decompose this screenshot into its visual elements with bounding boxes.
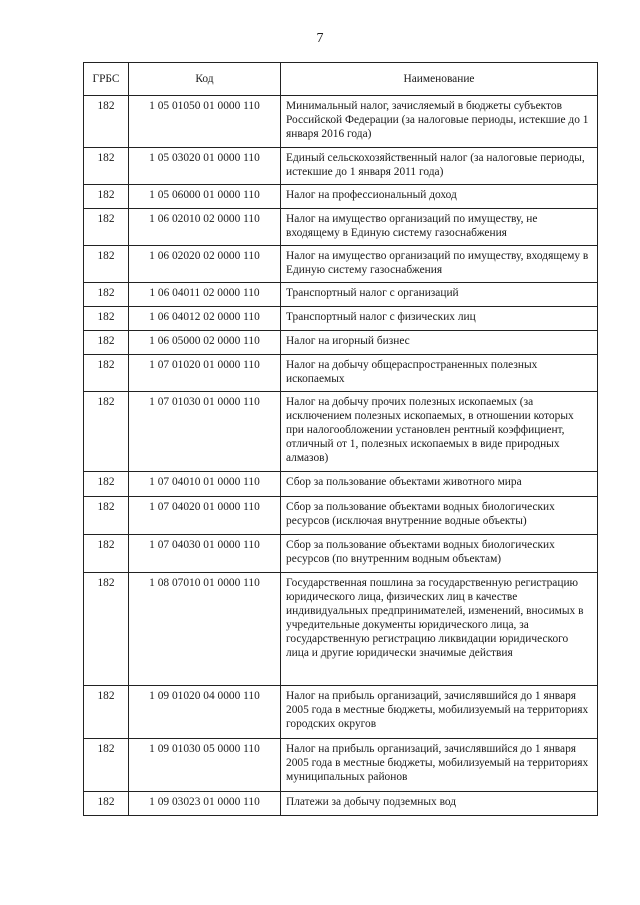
table-row bbox=[84, 331, 598, 355]
cell-code: 1 09 01030 05 0000 110 bbox=[129, 739, 281, 792]
cell-name: Сбор за пользование объектами водных биологических ресурсов (по внутренним водным объектам) bbox=[281, 535, 598, 573]
cell-grbs: 182 bbox=[84, 283, 129, 307]
cell-grbs: 182 bbox=[84, 185, 129, 209]
cell-grbs: 182 bbox=[84, 573, 129, 686]
table-row bbox=[84, 573, 598, 686]
cell-grbs: 182 bbox=[84, 209, 129, 246]
cell-name: Сбор за пользование объектами водных биологических ресурсов (исключая внутренние водные объекты) bbox=[281, 497, 598, 535]
table-row bbox=[84, 185, 598, 209]
header-code: Код bbox=[129, 63, 281, 96]
cell-code: 1 06 02010 02 0000 110 bbox=[129, 209, 281, 246]
cell-code: 1 05 03020 01 0000 110 bbox=[129, 148, 281, 185]
table-row bbox=[84, 535, 598, 573]
table-row bbox=[84, 148, 598, 185]
cell-code: 1 07 01020 01 0000 110 bbox=[129, 355, 281, 392]
cell-code: 1 06 04012 02 0000 110 bbox=[129, 307, 281, 331]
cell-code: 1 05 06000 01 0000 110 bbox=[129, 185, 281, 209]
table-row bbox=[84, 392, 598, 472]
cell-name: Государственная пошлина за государственную регистрацию юридического лица, физических лиц в качестве индивидуальных предпринимателей, изменений, вносимых в учредительные документы юридического лица, за государственную регистрацию ликвидации юридического лица и другие юридически значимые действия bbox=[281, 573, 598, 686]
table-row bbox=[84, 792, 598, 816]
cell-name: Налог на имущество организаций по имуществу, не входящему в Единую систему газоснабжения bbox=[281, 209, 598, 246]
table-row bbox=[84, 246, 598, 283]
cell-code: 1 09 03023 01 0000 110 bbox=[129, 792, 281, 816]
budget-codes-table bbox=[83, 62, 598, 816]
table-row bbox=[84, 497, 598, 535]
cell-code: 1 06 04011 02 0000 110 bbox=[129, 283, 281, 307]
cell-name: Платежи за добычу подземных вод bbox=[281, 792, 598, 816]
cell-grbs: 182 bbox=[84, 792, 129, 816]
cell-name: Единый сельскохозяйственный налог (за налоговые периоды, истекшие до 1 января 2011 года) bbox=[281, 148, 598, 185]
cell-name: Минимальный налог, зачисляемый в бюджеты субъектов Российской Федерации (за налоговые периоды, истекшие до 1 января 2016 года) bbox=[281, 96, 598, 148]
cell-name: Транспортный налог с организаций bbox=[281, 283, 598, 307]
cell-code: 1 07 01030 01 0000 110 bbox=[129, 392, 281, 472]
cell-name: Сбор за пользование объектами животного мира bbox=[281, 472, 598, 497]
table-row bbox=[84, 472, 598, 497]
cell-grbs: 182 bbox=[84, 355, 129, 392]
cell-code: 1 07 04030 01 0000 110 bbox=[129, 535, 281, 573]
header-grbs: ГРБС bbox=[84, 63, 129, 96]
cell-name: Налог на имущество организаций по имуществу, входящему в Единую систему газоснабжения bbox=[281, 246, 598, 283]
cell-name: Налог на игорный бизнес bbox=[281, 331, 598, 355]
table-row bbox=[84, 739, 598, 792]
cell-code: 1 07 04020 01 0000 110 bbox=[129, 497, 281, 535]
cell-grbs: 182 bbox=[84, 497, 129, 535]
cell-name: Налог на добычу прочих полезных ископаемых (за исключением полезных ископаемых, в отношении которых при налогообложении установлен рентный коэффициент, отличный от 1, полезных ископаемых в виде природных алмазов) bbox=[281, 392, 598, 472]
table-row bbox=[84, 209, 598, 246]
cell-grbs: 182 bbox=[84, 392, 129, 472]
cell-grbs: 182 bbox=[84, 96, 129, 148]
cell-name: Налог на добычу общераспространенных полезных ископаемых bbox=[281, 355, 598, 392]
cell-grbs: 182 bbox=[84, 246, 129, 283]
table-row bbox=[84, 307, 598, 331]
cell-code: 1 06 02020 02 0000 110 bbox=[129, 246, 281, 283]
cell-grbs: 182 bbox=[84, 535, 129, 573]
cell-code: 1 06 05000 02 0000 110 bbox=[129, 331, 281, 355]
table-row bbox=[84, 686, 598, 739]
page-number: 7 bbox=[316, 31, 324, 46]
cell-code: 1 07 04010 01 0000 110 bbox=[129, 472, 281, 497]
table-row bbox=[84, 283, 598, 307]
table-row bbox=[84, 96, 598, 148]
cell-code: 1 05 01050 01 0000 110 bbox=[129, 96, 281, 148]
cell-grbs: 182 bbox=[84, 739, 129, 792]
cell-grbs: 182 bbox=[84, 472, 129, 497]
cell-code: 1 08 07010 01 0000 110 bbox=[129, 573, 281, 686]
cell-grbs: 182 bbox=[84, 331, 129, 355]
cell-name: Налог на прибыль организаций, зачислявшийся до 1 января 2005 года в местные бюджеты, мобилизуемый на территориях муниципальных районов bbox=[281, 739, 598, 792]
cell-grbs: 182 bbox=[84, 148, 129, 185]
cell-code: 1 09 01020 04 0000 110 bbox=[129, 686, 281, 739]
header-name: Наименование bbox=[281, 63, 598, 96]
table-row bbox=[84, 355, 598, 392]
table-header-row bbox=[84, 63, 598, 96]
cell-name: Транспортный налог с физических лиц bbox=[281, 307, 598, 331]
cell-name: Налог на прибыль организаций, зачислявшийся до 1 января 2005 года в местные бюджеты, мобилизуемый на территориях городских округов bbox=[281, 686, 598, 739]
cell-grbs: 182 bbox=[84, 307, 129, 331]
cell-grbs: 182 bbox=[84, 686, 129, 739]
cell-name: Налог на профессиональный доход bbox=[281, 185, 598, 209]
